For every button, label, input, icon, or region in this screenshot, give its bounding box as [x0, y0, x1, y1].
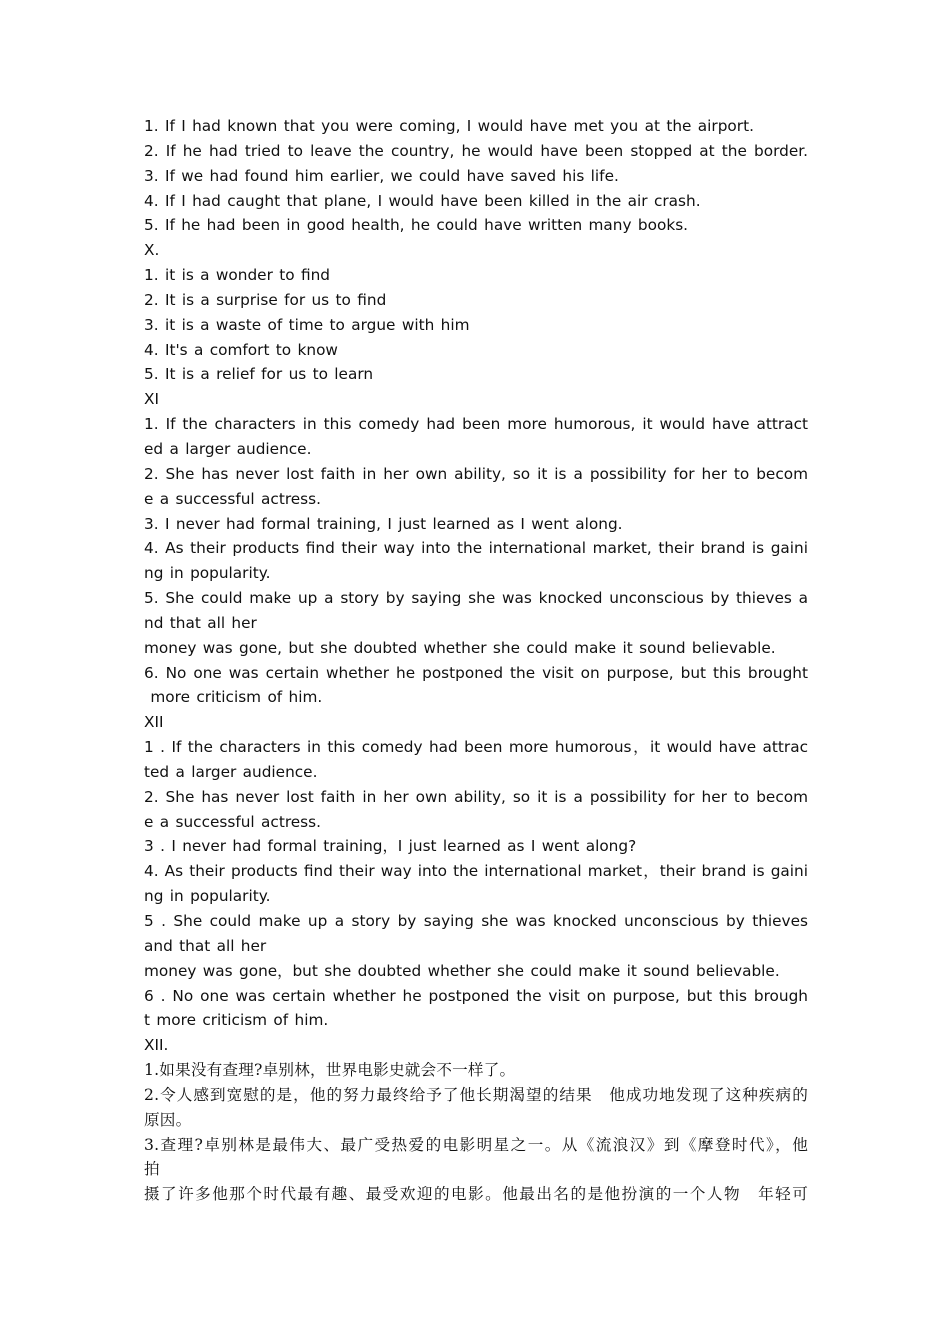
text-line: 3.查理?卓别林是最伟大、最广受热爱的电影明星之一。从《流浪汉》到《摩登时代》，他 [144, 1135, 808, 1154]
text-line: ed a larger audience. [144, 439, 312, 458]
text-line: 1.如果没有查理?卓别林，世界电影史就会不一样了。 [144, 1061, 516, 1080]
text-line: 5 . She could make up a story by saying she was knocked unconscious by thieves [144, 912, 808, 930]
text-line: 5. If he had been in good health, he could have written many books. [144, 216, 689, 235]
text-line: and that all her [144, 936, 267, 955]
text-line: 1 . If the characters in this comedy had been more humorous，it would have attrac [144, 738, 808, 757]
text-line: X. [144, 241, 160, 260]
text-line: 1. it is a wonder to find [144, 266, 330, 285]
text-line: 原因。 [144, 1110, 192, 1129]
text-line: XII. [144, 1036, 169, 1055]
text-line: ng in popularity. [144, 564, 271, 583]
text-line: 2. She has never lost faith in her own ability, so it is a possibility for her to becom [144, 787, 808, 806]
text-line: 2. If he had tried to leave the country, he would have been stopped at the border. [144, 141, 808, 160]
text-line: 摄了许多他那个时代最有趣、最受欢迎的电影。他最出名的是他扮演的一个人物 年轻可 [144, 1185, 808, 1204]
text-line: 3 . I never had formal training，I just learned as I went along? [144, 837, 637, 856]
text-line: e a successful actress. [144, 489, 321, 508]
text-line: 4. As their products find their way into the international market, their brand is gaini [144, 539, 808, 558]
text-line: 3. I never had formal training, I just learned as I went along. [144, 514, 623, 533]
text-line: 2. She has never lost faith in her own ability, so it is a possibility for her to becom [144, 464, 808, 483]
text-line: t more criticism of him. [144, 1011, 329, 1030]
document-body [144, 114, 808, 1207]
text-line: 4. As their products find their way into the international market，their brand is gaini [144, 862, 808, 881]
text-line: e a successful actress. [144, 812, 321, 831]
text-line: 5. It is a relief for us to learn [144, 365, 374, 384]
text-line: more criticism of him. [144, 688, 323, 707]
text-line: XII [144, 713, 164, 732]
text-line: 1. If I had known that you were coming, I would have met you at the airport. [144, 117, 754, 135]
text-line: ted a larger audience. [144, 762, 318, 781]
text-line: money was gone，but she doubted whether she could make it sound believable. [144, 961, 780, 980]
text-line: 拍 [144, 1160, 160, 1179]
text-line: money was gone, but she doubted whether she could make it sound believable. [144, 638, 776, 657]
text-line: 2. It is a surprise for us to find [144, 290, 387, 309]
text-line: 3. it is a waste of time to argue with him [144, 315, 470, 334]
text-line: 5. She could make up a story by saying she was knocked unconscious by thieves a [144, 589, 808, 608]
text-line: 4. If I had caught that plane, I would have been killed in the air crash. [144, 191, 701, 210]
text-line: 3. If we had found him earlier, we could have saved his life. [144, 166, 619, 185]
text-line: 4. It's a comfort to know [144, 340, 338, 359]
text-line: 1. If the characters in this comedy had been more humorous, it would have attract [144, 415, 808, 434]
text-line: 2.令人感到宽慰的是，他的努力最终给予了他长期渴望的结果 他成功地发现了这种疾病的 [144, 1085, 808, 1104]
text-line: 6 . No one was certain whether he postponed the visit on purpose, but this brough [144, 986, 808, 1005]
text-line: XI [144, 390, 159, 409]
text-line: ng in popularity. [144, 887, 271, 906]
text-line: nd that all her [144, 613, 257, 632]
text-line: 6. No one was certain whether he postponed the visit on purpose, but this brought [144, 663, 808, 682]
